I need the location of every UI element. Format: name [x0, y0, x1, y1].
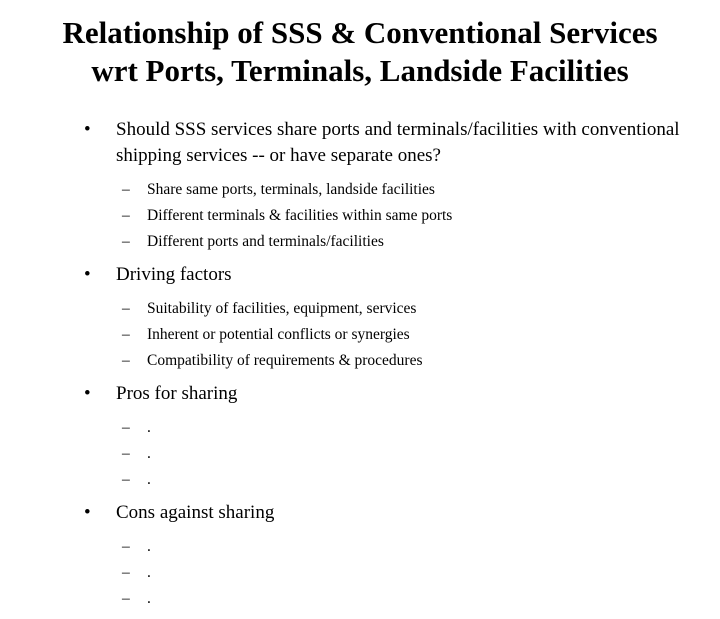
- bullet-text: Driving factors: [116, 264, 232, 285]
- dash-marker: –: [122, 352, 130, 369]
- sub-text: .: [147, 590, 151, 607]
- dash-marker: –: [122, 445, 130, 462]
- sub-text: .: [147, 538, 151, 555]
- bullet-marker: •: [84, 383, 91, 404]
- sub-text: Suitability of facilities, equipment, services: [147, 300, 417, 317]
- dash-marker: –: [122, 233, 130, 250]
- sub-item: [84, 441, 704, 467]
- sub-item: [84, 415, 704, 441]
- sub-item: [84, 534, 704, 560]
- title-line-2: wrt Ports, Terminals, Landside Facilities: [91, 53, 629, 88]
- sub-item: [84, 560, 704, 586]
- dash-marker: –: [122, 564, 130, 581]
- sub-list: [84, 534, 704, 612]
- dash-marker: –: [122, 207, 130, 224]
- sub-text: Inherent or potential conflicts or synergies: [147, 326, 410, 343]
- bullet-marker: •: [84, 119, 91, 140]
- sub-item: [84, 467, 704, 493]
- sub-text: .: [147, 564, 151, 581]
- slide-title: [0, 14, 720, 90]
- bullet-item: [84, 500, 704, 526]
- sub-item: [84, 296, 704, 322]
- bullet-group: [84, 500, 704, 612]
- sub-item: [84, 348, 704, 374]
- bullet-marker: •: [84, 264, 91, 285]
- bullet-text: Should SSS services share ports and terminals/facilities with conventional shipping services -- or have separate ones?: [116, 119, 680, 166]
- bullet-item: [84, 117, 704, 169]
- sub-item: [84, 586, 704, 612]
- sub-item: [84, 322, 704, 348]
- dash-marker: –: [122, 181, 130, 198]
- bullet-group: [84, 381, 704, 493]
- sub-text: .: [147, 471, 151, 488]
- bullet-marker: •: [84, 502, 91, 523]
- dash-marker: –: [122, 538, 130, 555]
- dash-marker: –: [122, 326, 130, 343]
- slide-body: [84, 117, 704, 619]
- sub-text: .: [147, 445, 151, 462]
- bullet-item: [84, 381, 704, 407]
- sub-list: [84, 415, 704, 493]
- sub-text: Share same ports, terminals, landside facilities: [147, 181, 435, 198]
- dash-marker: –: [122, 590, 130, 607]
- sub-list: [84, 177, 704, 255]
- bullet-text: Pros for sharing: [116, 383, 238, 404]
- dash-marker: –: [122, 471, 130, 488]
- bullet-group: [84, 262, 704, 374]
- sub-item: [84, 229, 704, 255]
- sub-text: Different terminals & facilities within same ports: [147, 207, 453, 224]
- sub-text: Compatibility of requirements & procedures: [147, 352, 423, 369]
- bullet-text: Cons against sharing: [116, 502, 275, 523]
- sub-item: [84, 203, 704, 229]
- dash-marker: –: [122, 419, 130, 436]
- bullet-item: [84, 262, 704, 288]
- dash-marker: –: [122, 300, 130, 317]
- title-line-1: Relationship of SSS & Conventional Services: [62, 15, 658, 50]
- sub-list: [84, 296, 704, 374]
- sub-item: [84, 177, 704, 203]
- bullet-group: [84, 117, 704, 255]
- sub-text: .: [147, 419, 151, 436]
- sub-text: Different ports and terminals/facilities: [147, 233, 384, 250]
